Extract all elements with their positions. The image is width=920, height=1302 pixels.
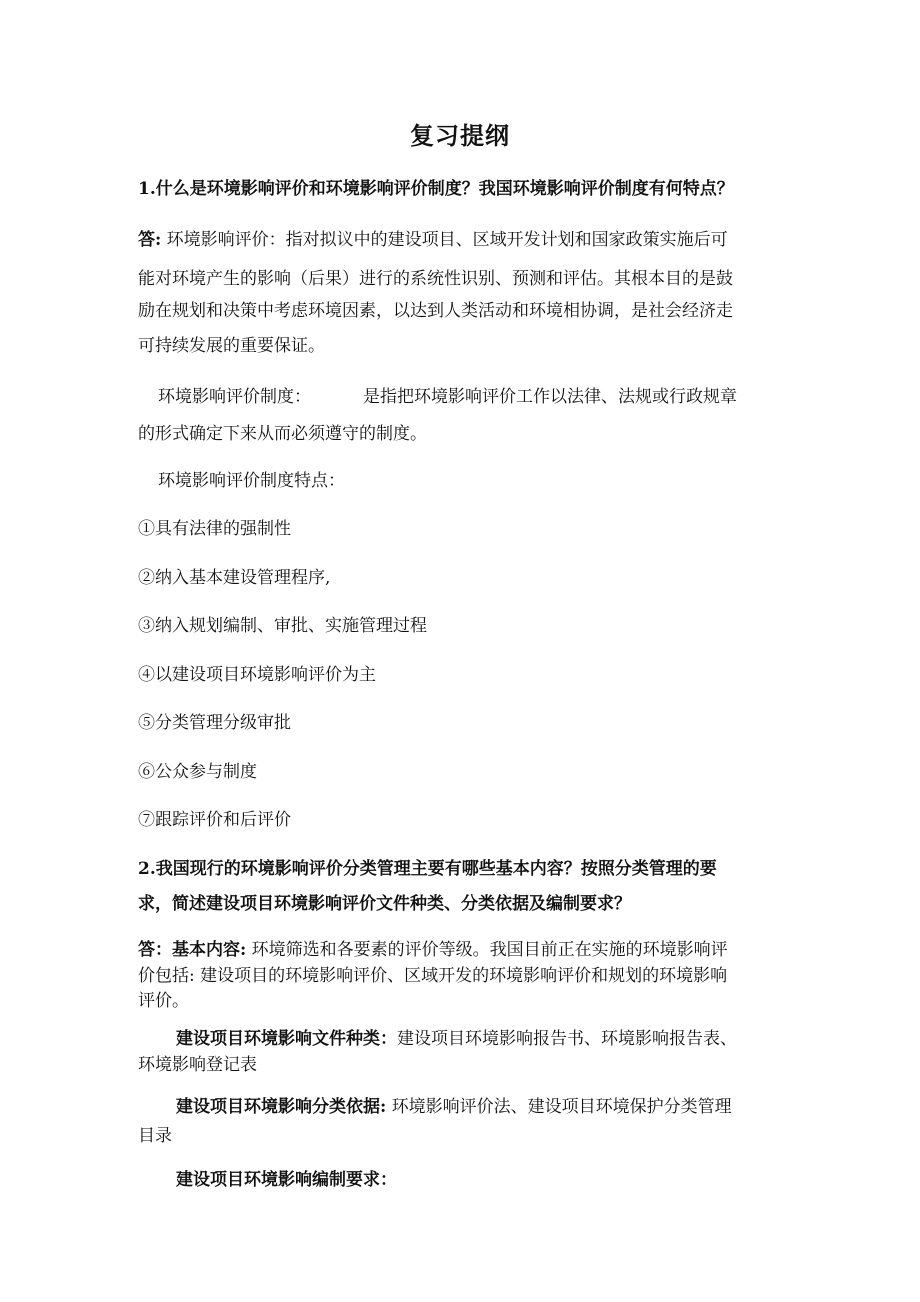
q2-answer-line-1: [138, 937, 788, 963]
feature-item-2: ②纳入基本建设管理程序,: [138, 568, 331, 588]
q2-answer-text: 环境筛选和各要素的评价等级。我国目前正在实施的环境影响评: [246, 940, 728, 960]
basis-label: 建设项目环境影响分类依据:: [176, 1097, 387, 1117]
doc-types-text: 建设项目环境影响报告书、环境影响报告表、: [397, 1029, 737, 1049]
doc-types-line-1: [176, 1026, 826, 1052]
basis-text: 环境影响评价法、建设项目环境保护分类管理: [386, 1097, 732, 1117]
answer-label: 答:: [138, 230, 162, 250]
requirements-label: 建设项目环境影响编制要求：: [176, 1170, 397, 1190]
eia-system-definition-line-2: 的形式确定下来从而必须遵守的制度。: [138, 424, 427, 444]
feature-item-4: ④以建设项目环境影响评价为主: [138, 665, 376, 685]
eia-system-label: 环境影响评价制度：: [158, 387, 311, 407]
basis-line-2: 目录: [138, 1126, 172, 1146]
q1-answer-line-3: 励在规划和决策中考虑环境因素，以达到人类活动和环境相协调，是社会经济走: [138, 301, 733, 321]
feature-item-1: ①具有法律的强制性: [138, 519, 291, 539]
question-2-line-1: 2.我国现行的环境影响评价分类管理主要有哪些基本内容？按照分类管理的要: [138, 859, 717, 879]
question-2-line-2: 求，简述建设项目环境影响评价文件种类、分类依据及编制要求？: [138, 894, 631, 914]
q2-answer-line-2: 价包括: 建设项目的环境影响评价、区域开发的环境影响评价和规划的环境影响: [138, 966, 728, 986]
basis-line-1: [176, 1094, 826, 1120]
q1-answer-line-2: 能对环境产生的影响（后果）进行的系统性识别、预测和评估。其根本目的是鼓: [138, 269, 733, 289]
answer-text: 环境影响评价：指对拟议中的建设项目、区域开发计划和国家政策实施后可: [161, 230, 728, 250]
doc-types-line-2: 环境影响登记表: [138, 1055, 257, 1075]
feature-item-5: ⑤分类管理分级审批: [138, 713, 291, 733]
feature-item-3: ③纳入规划编制、审批、实施管理过程: [138, 616, 427, 636]
q2-answer-label: 答：基本内容:: [138, 940, 247, 960]
page-title: 复习提纲: [410, 121, 510, 150]
feature-item-6: ⑥公众参与制度: [138, 762, 257, 782]
eia-system-text: 是指把环境影响评价工作以法律、法规或行政规章: [363, 387, 737, 407]
features-label: 环境影响评价制度特点：: [158, 471, 345, 491]
q2-answer-line-3: 评价。: [138, 991, 189, 1011]
feature-item-7: ⑦跟踪评价和后评价: [138, 810, 291, 830]
q1-answer-line-4: 可持续发展的重要保证。: [138, 336, 325, 356]
eia-system-definition-line-1: [158, 384, 808, 410]
q1-answer-line-1: [138, 227, 788, 253]
doc-types-label: 建设项目环境影响文件种类：: [176, 1029, 397, 1049]
question-1: 1.什么是环境影响评价和环境影响评价制度？我国环境影响评价制度有何特点？: [138, 179, 734, 199]
